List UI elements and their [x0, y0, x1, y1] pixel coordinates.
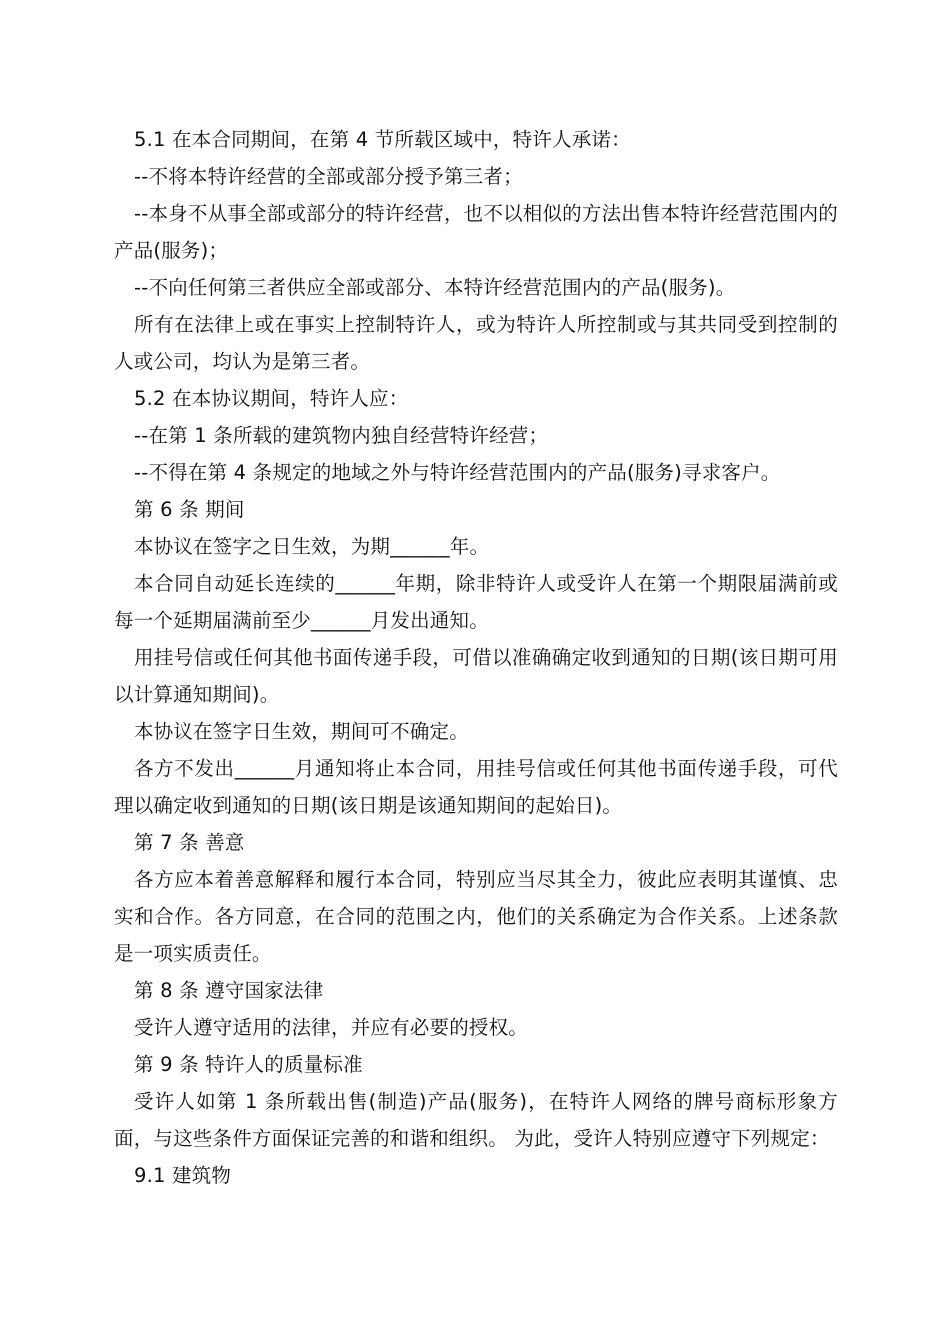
heading-article-6: 第 6 条 期间 — [134, 498, 245, 521]
paragraph-effective-term: 本协议在签字之日生效，为期______年。 — [134, 535, 490, 558]
paragraph-comply-law: 受许人遵守适用的法律，并应有必要的授权。 — [134, 1016, 529, 1039]
paragraph-5-1: 5.1 在本合同期间，在第 4 节所载区域中，特许人承诺： — [134, 128, 631, 151]
document-body — [114, 121, 838, 1194]
heading-9-1: 9.1 建筑物 — [134, 1164, 232, 1187]
paragraph-termination-notice: 各方不发出______月通知将止本合同，用挂号信或任何其他书面传递手段，可代理以确定收到通知的日期(该日期是该通知期间的起始日)。 — [114, 757, 838, 817]
heading-article-7: 第 7 条 善意 — [134, 831, 245, 854]
paragraph-clause-territory: --不得在第 4 条规定的地域之外与特许经营范围内的产品(服务)寻求客户。 — [134, 461, 781, 484]
paragraph-third-party-definition: 所有在法律上或在事实上控制特许人，或为特许人所控制或与其共同受到控制的人或公司，均认为是第三者。 — [114, 313, 838, 373]
paragraph-indefinite-term: 本协议在签字日生效，期间可不确定。 — [134, 720, 469, 743]
paragraph-auto-extension: 本合同自动延长连续的______年期，除非特许人或受许人在第一个期限届满前或每一个延期届满前至少______月发出通知。 — [114, 572, 838, 632]
heading-article-9: 第 9 条 特许人的质量标准 — [134, 1053, 363, 1076]
heading-article-8: 第 8 条 遵守国家法律 — [134, 979, 324, 1002]
paragraph-registered-mail: 用挂号信或任何其他书面传递手段，可借以准确确定收到通知的日期(该日期可用以计算通知期间)。 — [114, 646, 838, 706]
paragraph-5-2: 5.2 在本协议期间，特许人应： — [134, 387, 409, 410]
paragraph-clause-building: --在第 1 条所载的建筑物内独自经营特许经营； — [134, 424, 549, 447]
paragraph-clause-supply: --不向任何第三者供应全部或部分、本特许经营范围内的产品(服务)。 — [134, 276, 736, 299]
paragraph-clause-grant: --不将本特许经营的全部或部分授予第三者； — [134, 165, 523, 188]
paragraph-good-faith: 各方应本着善意解释和履行本合同，特别应当尽其全力，彼此应表明其谨慎、忠实和合作。各方同意，在合同的范围之内，他们的关系确定为合作关系。上述条款是一项实质责任。 — [114, 868, 838, 965]
paragraph-clause-self-operate: --本身不从事全部或部分的特许经营，也不以相似的方法出售本特许经营范围内的产品(服务)； — [114, 202, 838, 262]
paragraph-quality-standard: 受许人如第 1 条所载出售(制造)产品(服务)，在特许人网络的牌号商标形象方面，与这些条件方面保证完善的和谐和组织。 为此，受许人特别应遵守下列规定： — [114, 1090, 838, 1150]
